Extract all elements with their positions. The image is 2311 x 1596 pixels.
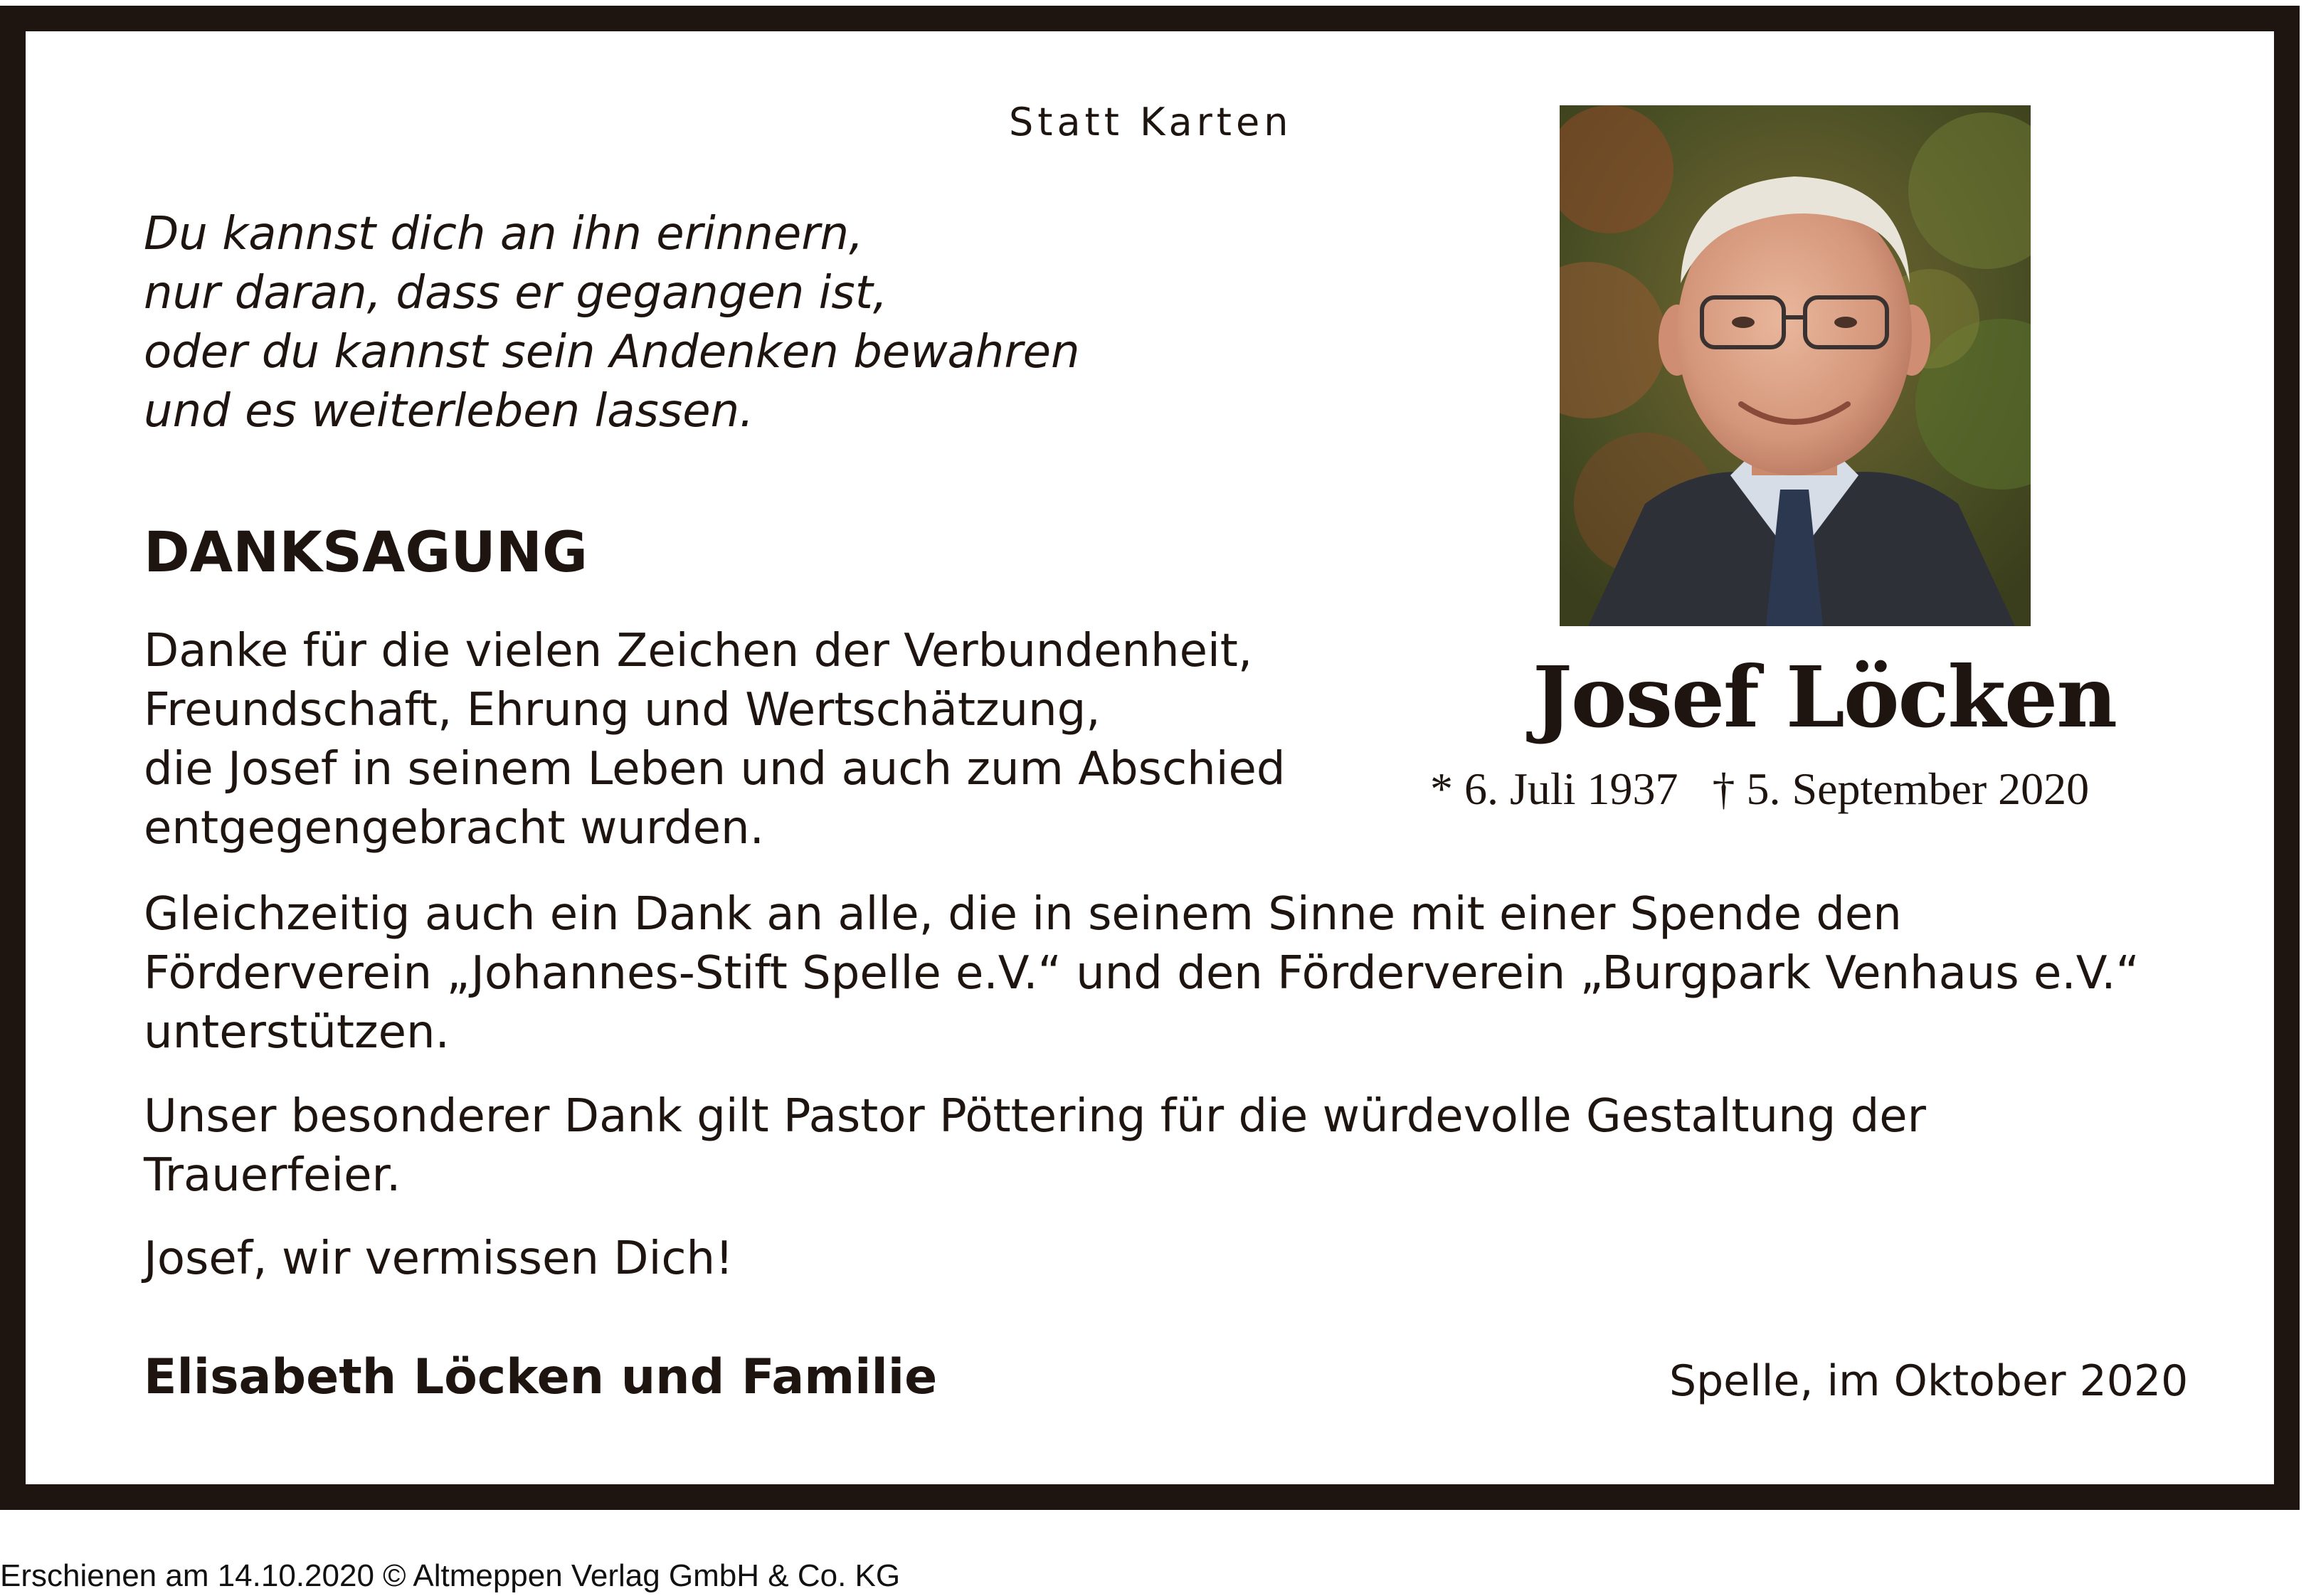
life-dates — [1430, 763, 2089, 815]
poem-line: und es weiterleben lassen. — [144, 385, 754, 438]
text-line: Förderverein „Johannes-Stift Spelle e.V.“ und den Förderverein „Burgpark Venhaus e.V.“ — [144, 947, 2140, 1000]
danksagung-heading: DANKSAGUNG — [144, 521, 588, 585]
thanks-paragraph-1 — [144, 622, 1285, 858]
poem-line: nur daran, dass er gegangen ist, — [144, 267, 888, 319]
thanks-paragraph-4 — [144, 1230, 734, 1289]
text-line: Josef, wir vermissen Dich! — [144, 1232, 734, 1285]
portrait-photo — [1560, 105, 2031, 626]
thanks-paragraph-3 — [144, 1087, 1926, 1205]
text-line: Unser besonderer Dank gilt Pastor Pöttering für die würdevolle Gestaltung der — [144, 1090, 1926, 1143]
text-line: Danke für die vielen Zeichen der Verbundenheit, — [144, 625, 1253, 677]
publication-footer: Erschienen am 14.10.2020 © Altmeppen Verlag GmbH & Co. KG — [0, 1558, 901, 1593]
text-line: unterstützen. — [144, 1006, 450, 1059]
text-line: entgegengebracht wurden. — [144, 802, 764, 855]
text-line: Gleichzeitig auch ein Dank an alle, die in seinem Sinne mit einer Spende den — [144, 888, 1902, 941]
text-line: die Josef in seinem Leben und auch zum Abschied — [144, 743, 1286, 796]
poem — [144, 205, 1080, 441]
deceased-name: Josef Löcken — [1533, 648, 2117, 746]
text-line: Freundschaft, Ehrung und Wertschätzung, — [144, 684, 1101, 736]
text-line: Trauerfeier. — [144, 1149, 401, 1202]
thanks-paragraph-2 — [144, 885, 2140, 1062]
death-date: † 5. September 2020 — [1712, 763, 2090, 814]
poem-line: Du kannst dich an ihn erinnern, — [144, 208, 864, 260]
statt-karten-label: Statt Karten — [1009, 100, 1293, 144]
poem-line: oder du kannst sein Andenken bewahren — [144, 326, 1080, 379]
signature: Elisabeth Löcken und Familie — [144, 1349, 938, 1405]
birth-date: * 6. Juli 1937 — [1430, 763, 1678, 814]
place-date: Spelle, im Oktober 2020 — [1669, 1356, 2189, 1406]
